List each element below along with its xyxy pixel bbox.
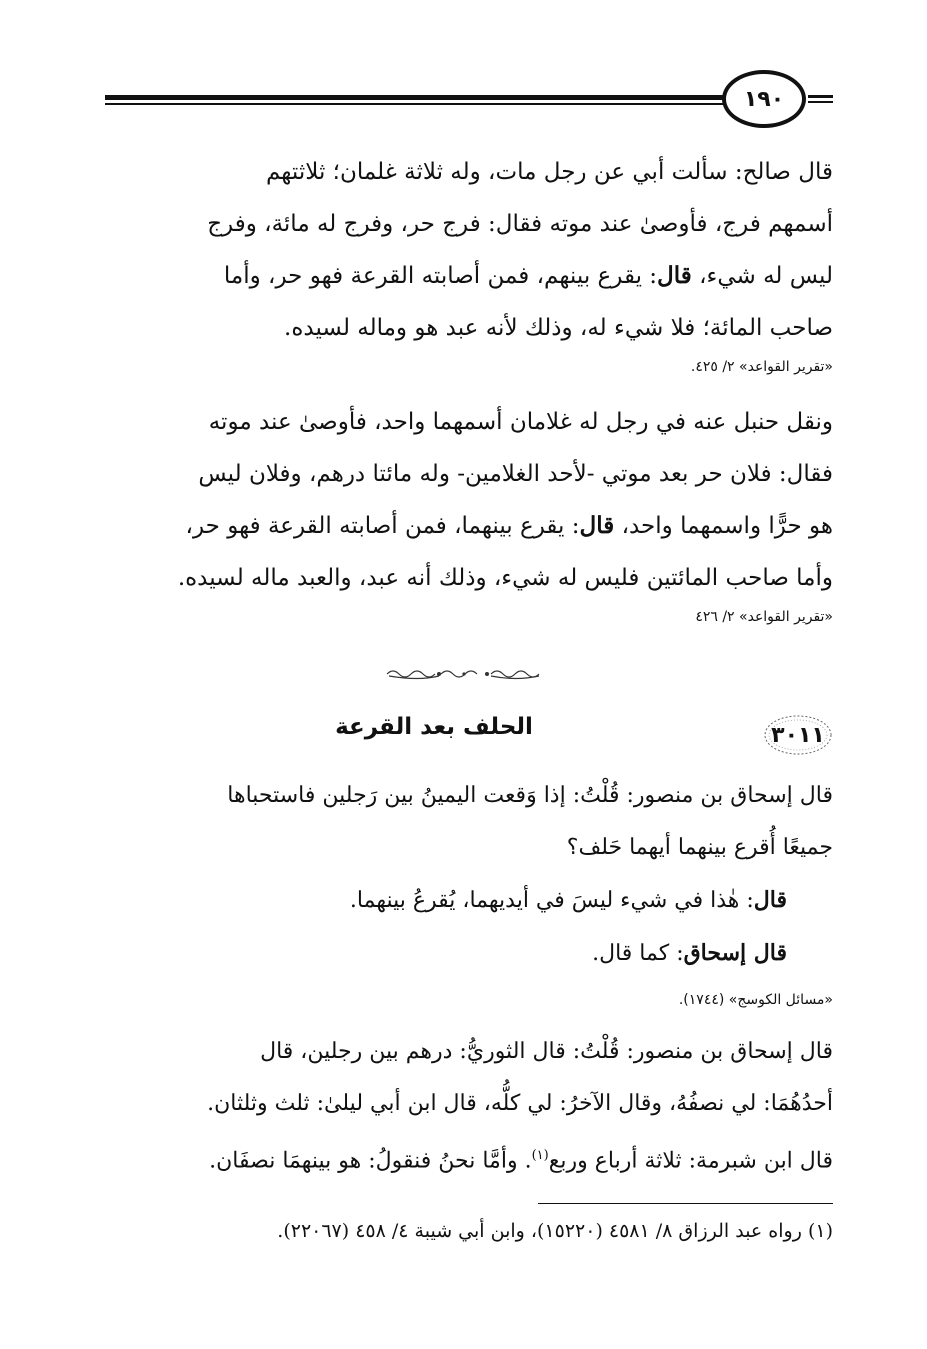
text-run: : يقرع بينهما، فمن أصابته القرعة فهو حر، xyxy=(185,513,580,539)
header-rule-right-thin xyxy=(808,101,833,103)
footnote xyxy=(105,1220,833,1242)
bold-qal: قال xyxy=(657,262,692,289)
text-run: : هٰذا في شيء ليسَ في أيديهما، يُقرعُ بينهما. xyxy=(349,888,754,913)
paragraph-hanbal xyxy=(105,396,833,604)
text-line: قال إسحاق بن منصور: قُلْتُ: إذا وَقعت اليمينُ بين رَجلين فاستحباها xyxy=(227,783,833,808)
footnote-ref[interactable]: (١) xyxy=(531,1148,549,1163)
header-rule-thin xyxy=(105,103,725,105)
text-line: أسمهم فرج، فأوصىٰ عند موته فقال: فرج حر، وفرج له مائة، وفرج xyxy=(207,211,833,237)
text-line: جميعًا أُقرع بينهما أيهما حَلف؟ xyxy=(566,835,833,860)
text-line xyxy=(105,1130,833,1187)
text-line: ونقل حنبل عنه في رجل له غلامان أسمهما واحد، فأوصىٰ عند موته xyxy=(208,409,833,435)
section-title: الحلف بعد القرعة xyxy=(335,714,533,740)
paragraph-saleh xyxy=(105,146,833,354)
text-line: فقال: فلان حر بعد موتي -لأحد الغلامين- وله مائتا درهم، وفلان ليس xyxy=(198,461,833,487)
footnote-marker: (١) xyxy=(807,1220,833,1242)
header-rule-thick xyxy=(105,95,725,100)
text-line xyxy=(105,927,833,980)
text-run: : يقرع بينهم، فمن أصابته القرعة فهو حر، وأما xyxy=(223,263,658,289)
text-run: هو حرًّا واسمهما واحد، xyxy=(621,513,833,539)
text-line: صاحب المائة؛ فلا شيء له، وذلك لأنه عبد هو وماله لسيده. xyxy=(284,315,833,341)
header-rule-right xyxy=(808,95,833,98)
footnote-text: رواه عبد الرزاق ٨/ ٤٥٨١ (١٥٢٢٠)، وابن أبي شيبة ٤/ ٤٥٨ (٢٢٠٦٧). xyxy=(277,1220,802,1242)
source-citation: «مسائل الكوسج» (١٧٤٤). xyxy=(678,992,833,1008)
text-line xyxy=(105,500,833,552)
text-run: قال ابن شبرمة: ثلاثة أرباع وربع xyxy=(548,1148,833,1174)
text-line: وأما صاحب المائتين فليس له شيء، وذلك أنه عبد، والعبد ماله لسيده. xyxy=(177,565,833,591)
text-run: : كما قال. xyxy=(592,941,684,966)
text-line xyxy=(105,874,833,927)
source-citation: «تقرير القواعد» ٢/ ٤٢٦ xyxy=(695,609,833,625)
ornament-divider xyxy=(383,666,545,682)
paragraph-ishaq-hilf xyxy=(105,770,833,980)
bold-qal: قال xyxy=(753,887,787,913)
text-run: ليس له شيء، xyxy=(699,263,833,289)
text-line: قال إسحاق بن منصور: قُلْتُ: قال الثوريُّ: درهم بين رجلين، قال xyxy=(260,1039,833,1064)
paragraph-ishaq-dirham xyxy=(105,1026,833,1187)
bold-qal: قال xyxy=(579,512,615,539)
page-number: ١٩٠ xyxy=(722,70,806,128)
source-citation: «تقرير القواعد» ٢/ ٤٢٥. xyxy=(690,359,833,375)
text-line: قال صالح: سألت أبي عن رجل مات، وله ثلاثة غلمان؛ ثلاثتهم xyxy=(265,159,833,185)
text-line xyxy=(105,250,833,302)
footnote-separator xyxy=(538,1203,833,1204)
bold-qal-ishaq: قال إسحاق xyxy=(683,940,787,966)
text-line: أحدُهُمَا: لي نصفُهُ، وقال الآخرُ: لي كلُّه، قال ابن أبي ليلىٰ: ثلث وثلثان. xyxy=(207,1091,833,1116)
section-number: ٣٠١١ xyxy=(771,722,825,748)
text-run: . وأمَّا نحنُ فنقولُ: هو بينهمَا نصفَان. xyxy=(209,1148,532,1174)
